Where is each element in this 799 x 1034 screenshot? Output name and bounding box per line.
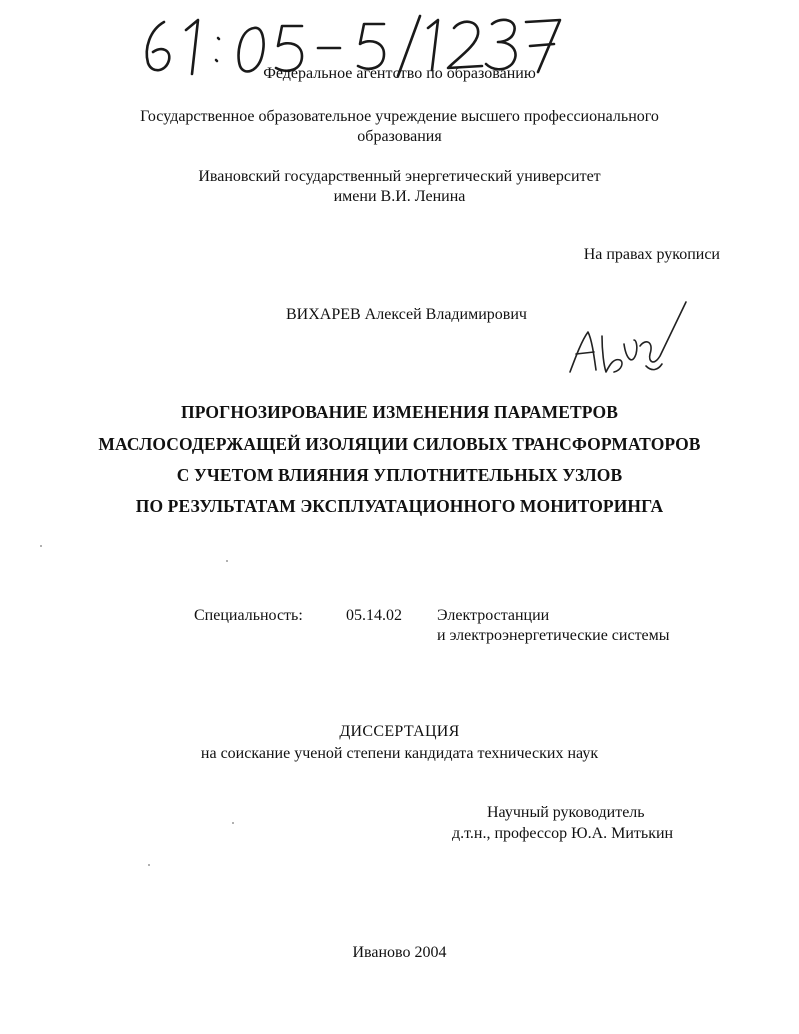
institution-line-2: образования xyxy=(357,128,442,145)
agency-name: Федеральное агентство по образованию xyxy=(263,65,536,82)
supervisor-label: Научный руководитель xyxy=(487,804,645,821)
signature-icon xyxy=(562,296,692,388)
thesis-title-line-2: МАСЛОСОДЕРЖАЩЕЙ ИЗОЛЯЦИИ СИЛОВЫХ ТРАНСФОРМАТОРОВ xyxy=(98,434,701,454)
thesis-title-line-3: С УЧЕТОМ ВЛИЯНИЯ УПЛОТНИТЕЛЬНЫХ УЗЛОВ xyxy=(176,465,623,485)
manuscript-rights: На правах рукописи xyxy=(583,246,720,263)
university-line-2: имени В.И. Ленина xyxy=(333,188,466,205)
author-name: ВИХАРЕВ Алексей Владимирович xyxy=(286,306,527,323)
university-line-1: Ивановский государственный энергетический университет xyxy=(198,168,601,185)
city-year: Иваново 2004 xyxy=(352,944,447,961)
supervisor-name: д.т.н., профессор Ю.А. Митькин xyxy=(452,825,674,842)
specialty-label: Специальность: xyxy=(194,607,303,624)
scan-speck xyxy=(40,545,42,547)
scan-speck xyxy=(226,560,228,562)
institution-line-1: Государственное образовательное учреждение высшего профессионального xyxy=(140,108,659,125)
specialty-code: 05.14.02 xyxy=(346,607,402,624)
specialty-name-line-2: и электроэнергетические системы xyxy=(437,627,670,644)
scan-speck xyxy=(232,822,234,824)
degree-line: на соискание ученой степени кандидата технических наук xyxy=(200,745,599,762)
specialty-name-line-1: Электростанции xyxy=(437,607,550,624)
work-type: ДИССЕРТАЦИЯ xyxy=(339,723,460,740)
thesis-title-line-4: ПО РЕЗУЛЬТАТАМ ЭКСПЛУАТАЦИОННОГО МОНИТОРИНГА xyxy=(135,496,664,516)
scan-speck xyxy=(148,864,150,866)
thesis-title-line-1: ПРОГНОЗИРОВАНИЕ ИЗМЕНЕНИЯ ПАРАМЕТРОВ xyxy=(181,402,618,422)
